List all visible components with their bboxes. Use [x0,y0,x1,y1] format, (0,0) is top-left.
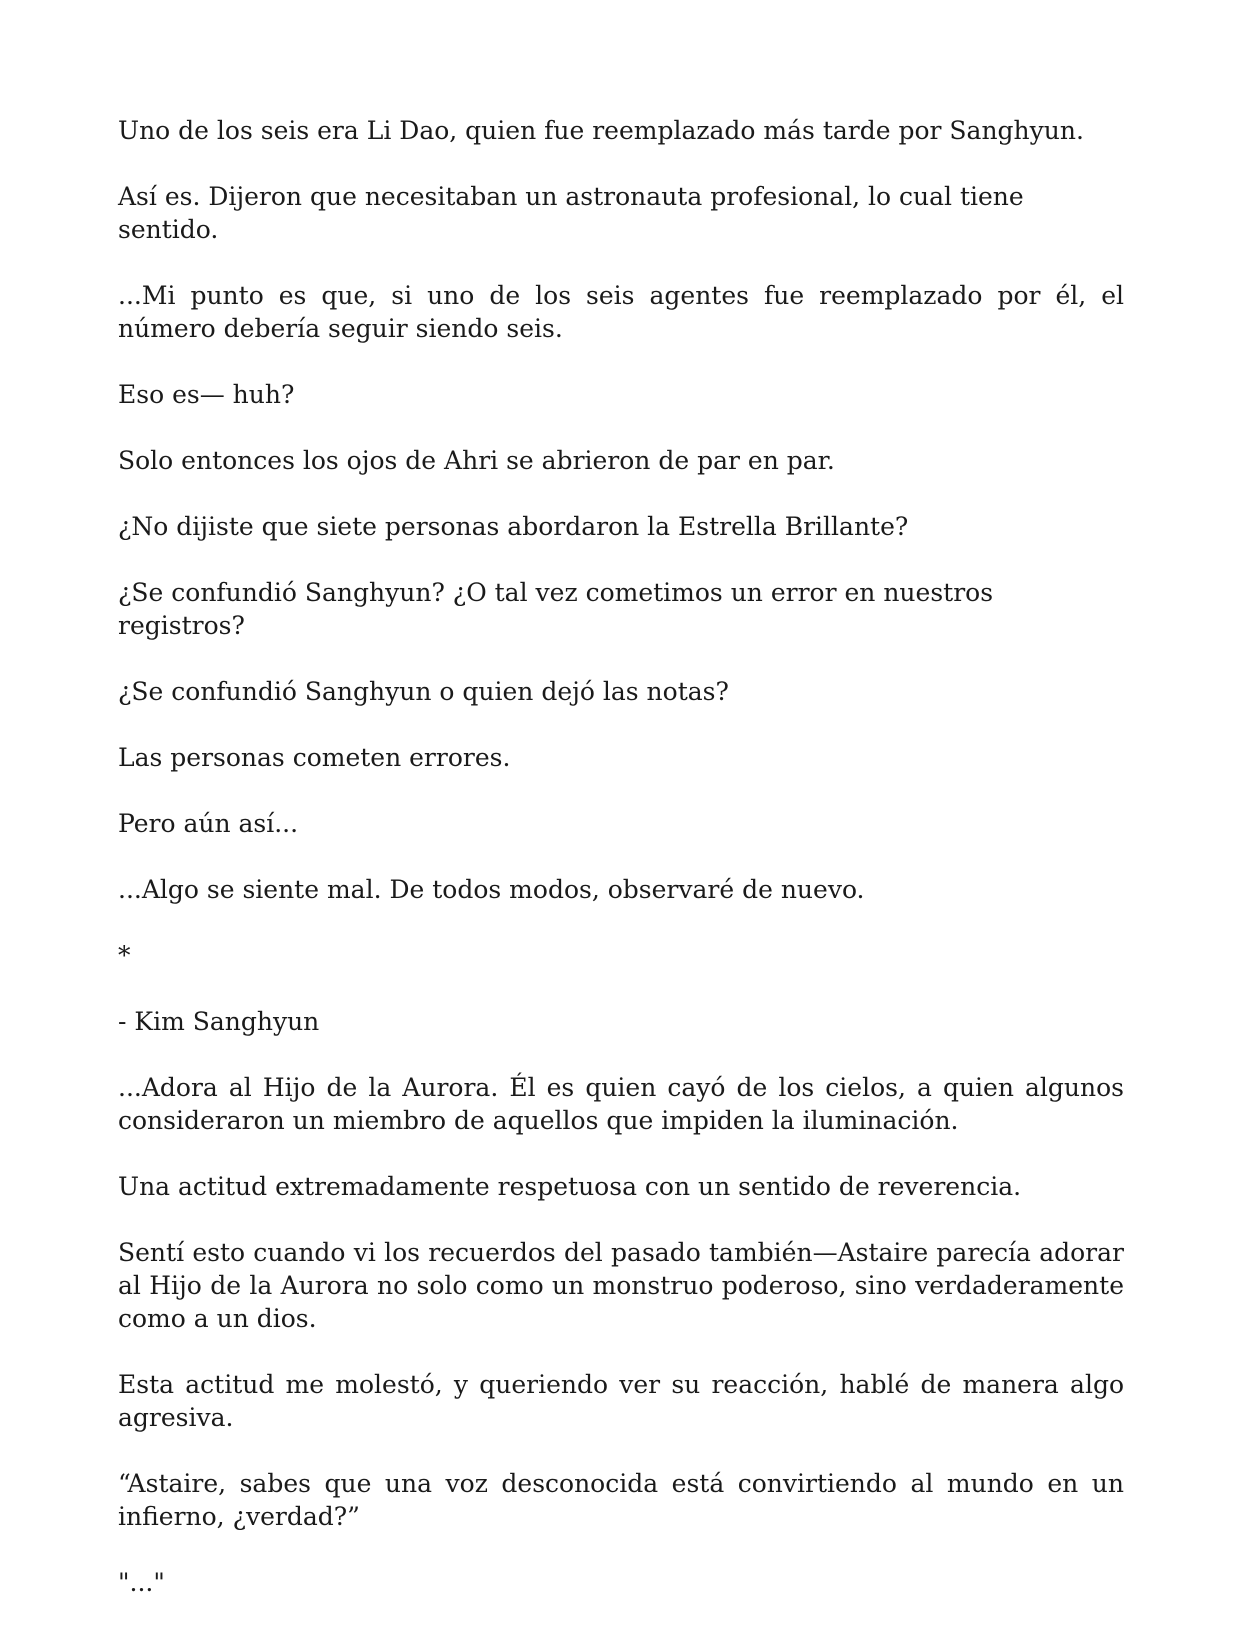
paragraph: ¿No dijiste que siete personas abordaron la Estrella Brillante? [118,512,909,541]
paragraph: ¿Se confundió Sanghyun o quien dejó las notas? [118,677,729,706]
dialogue-paragraph: “Astaire, sabes que una voz desconocida está convirtiendo al mundo en un infierno, ¿verdad?” [118,1469,1124,1531]
paragraph: ...Adora al Hijo de la Aurora. Él es quien cayó de los cielos, a quien algunos consideraron un miembro de aquellos que impiden la iluminación. [118,1073,1124,1135]
paragraph: Así es. Dijeron que necesitaban un astronauta profesional, lo cual tiene sentido. [118,182,1024,244]
dialogue-paragraph: "..." [118,1568,165,1597]
paragraph: Uno de los seis era Li Dao, quien fue reemplazado más tarde por Sanghyun. [118,116,1084,145]
document-body [118,114,1124,1632]
paragraph: ...Mi punto es que, si uno de los seis agentes fue reemplazado por él, el número debería seguir siendo seis. [118,281,1124,343]
paragraph: Una actitud extremadamente respetuosa con un sentido de reverencia. [118,1172,1022,1201]
paragraph: ¿Se confundió Sanghyun? ¿O tal vez cometimos un error en nuestros registros? [118,578,994,640]
section-separator: * [118,941,131,970]
section-heading: - Kim Sanghyun [118,1007,320,1036]
paragraph: Las personas cometen errores. [118,743,511,772]
paragraph: Solo entonces los ojos de Ahri se abrieron de par en par. [118,446,835,475]
paragraph: Sentí esto cuando vi los recuerdos del pasado también—Astaire parecía adorar al Hijo de la Aurora no solo como un monstruo poderoso, sino verdaderamente como a un dios. [118,1238,1124,1333]
paragraph: Eso es— huh? [118,380,295,409]
paragraph: ...Algo se siente mal. De todos modos, observaré de nuevo. [118,875,865,904]
paragraph: Esta actitud me molestó, y queriendo ver su reacción, hablé de manera algo agresiva. [118,1370,1124,1432]
paragraph: Pero aún así... [118,809,299,838]
